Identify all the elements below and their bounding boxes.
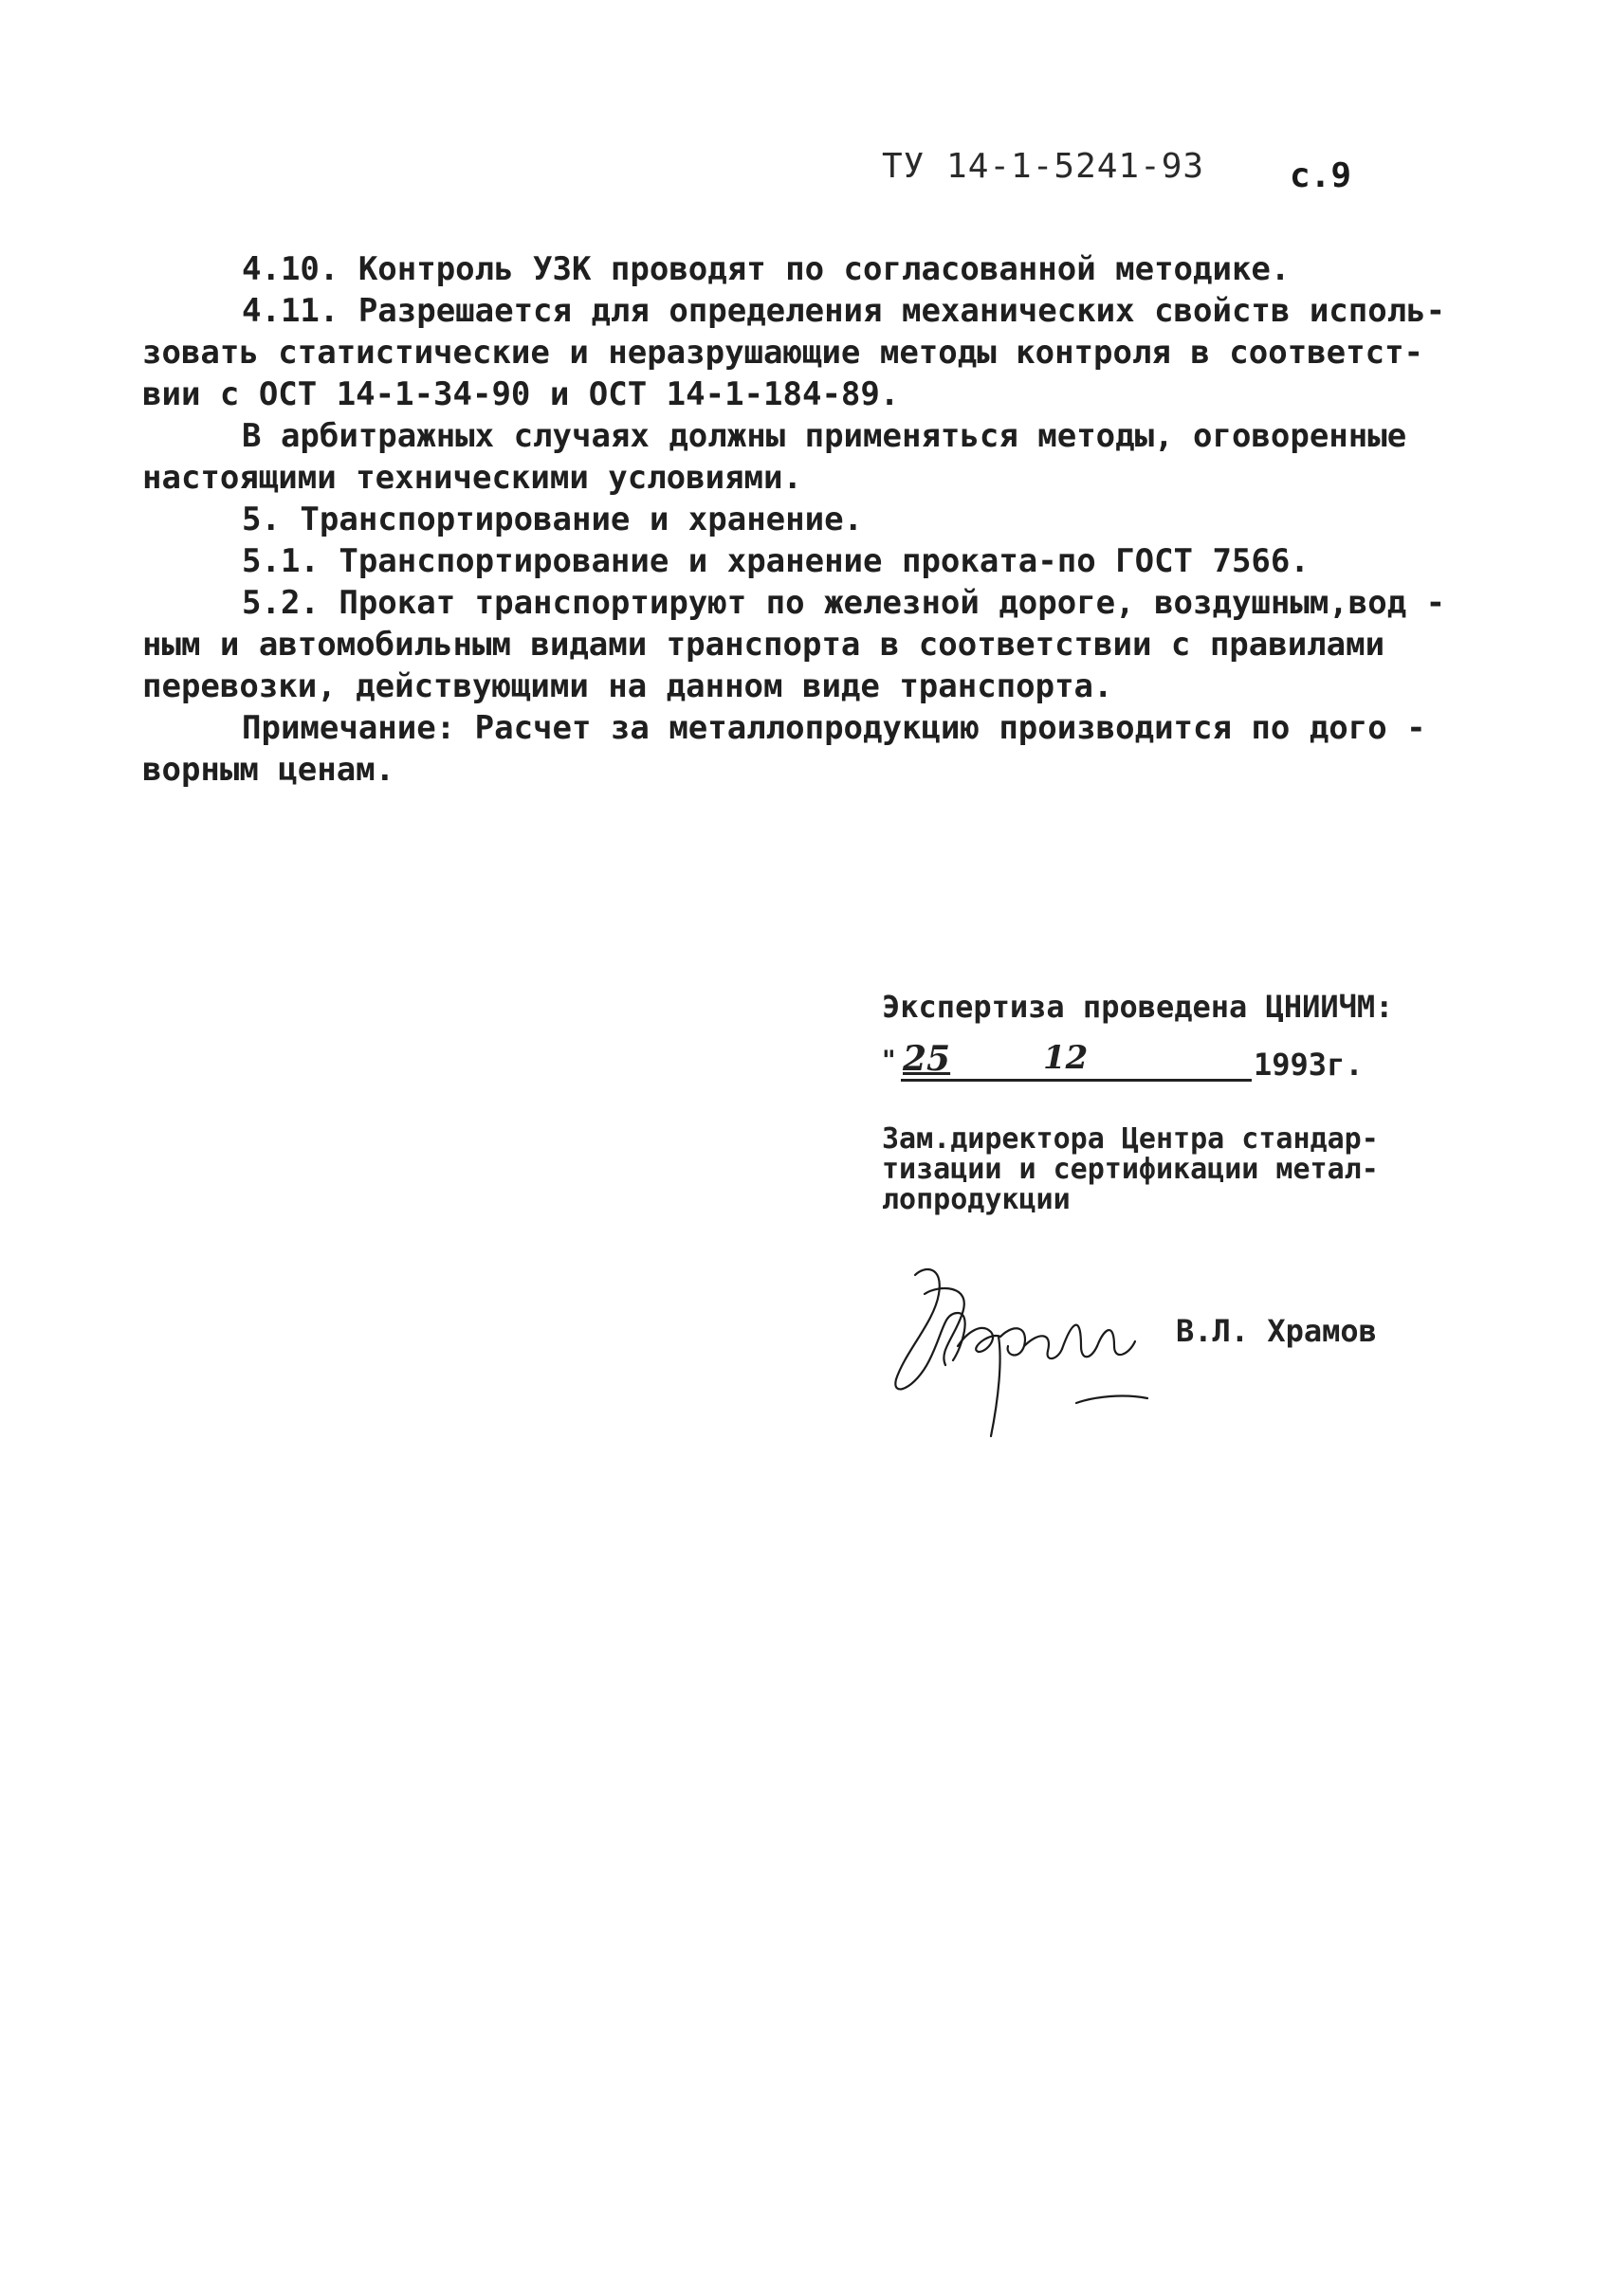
date-month: 12 (1043, 1039, 1089, 1077)
note-line: Примечание: Расчет за металлопродукцию производится по дого - (242, 709, 1426, 747)
date-quote-mark: " (882, 1045, 896, 1076)
section-heading: 5. Транспортирование и хранение. (242, 501, 864, 538)
paragraph-line: В арбитражных случаях должны применяться методы, оговоренные (242, 417, 1407, 455)
date-year: 1993г. (1254, 1047, 1364, 1083)
paragraph-line: перевозки, действующими на данном виде транспорта. (142, 667, 1113, 705)
expertise-statement: Экспертиза проведена ЦНИИЧМ: (882, 989, 1394, 1025)
signer-name: В.Л. Храмов (1176, 1313, 1377, 1349)
handwritten-signature (887, 1256, 1171, 1446)
paragraph-line: ным и автомобильным видами транспорта в соответствии с правилами (142, 626, 1385, 664)
paragraph-line: настоящими техническими условиями. (142, 459, 802, 497)
paragraph-line: 4.11. Разрешается для определения механических свойств исполь- (242, 292, 1446, 330)
paragraph-line: 4.10. Контроль УЗК проводят по согласованной методике. (242, 250, 1291, 288)
expertise-date (882, 1039, 1527, 1096)
page-number: с.9 (1290, 156, 1352, 195)
note-line: ворным ценам. (142, 751, 395, 789)
document-body (142, 248, 1470, 791)
date-underline (901, 1079, 1252, 1082)
expertise-block (882, 986, 1527, 1244)
date-day: 25 (903, 1039, 951, 1079)
paragraph-line: 5.1. Транспортирование и хранение проката-по ГОСТ 7566. (242, 542, 1310, 580)
paragraph-line: 5.2. Прокат транспортируют по железной дороге, воздушным,вод - (242, 584, 1446, 622)
paragraph-line: вии с ОСТ 14-1-34-90 и ОСТ 14-1-184-89. (142, 375, 900, 413)
signer-position: Зам.директора Центра стандар- тизации и сертификации метал- лопродукции (882, 1122, 1379, 1216)
document-code: ТУ 14-1-5241-93 (882, 147, 1205, 186)
paragraph-line: зовать статистические и неразрушающие методы контроля в соответст- (142, 334, 1424, 372)
